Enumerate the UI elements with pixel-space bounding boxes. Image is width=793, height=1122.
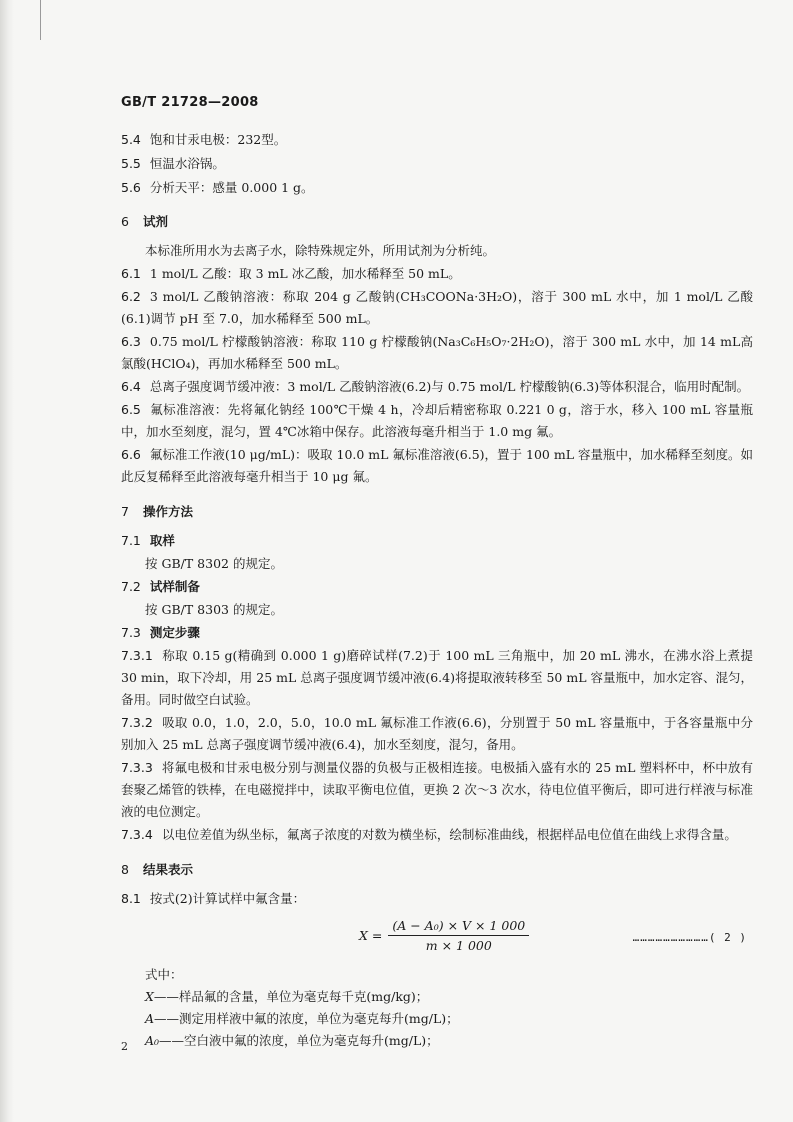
item-number: 6.4 <box>121 379 141 394</box>
step-7-3-2 <box>121 712 753 756</box>
scan-edge <box>0 0 14 1122</box>
fraction-stack <box>388 918 529 953</box>
definition-x <box>121 986 753 1008</box>
step-number: 7.3.3 <box>121 760 153 775</box>
item-number: 5.5 <box>121 156 141 171</box>
item-text: 恒温水浴锅。 <box>149 156 225 171</box>
subsection-number: 7.2 <box>121 579 141 594</box>
definition-symbol: A₀ <box>145 1033 160 1048</box>
formula-numerator: (A − A₀) × V × 1 000 <box>388 918 529 936</box>
step-7-3-4 <box>121 824 753 846</box>
subsection-number: 7.1 <box>121 533 141 548</box>
formula-denominator: m × 1 000 <box>425 938 492 953</box>
subsection-text: 按式(2)计算试样中氟含量： <box>149 891 306 906</box>
definition-text: ——测定用样液中氟的浓度，单位为毫克每升(mg/L)； <box>154 1011 459 1026</box>
section-title: 试剂 <box>142 214 168 229</box>
subsection-7-1 <box>121 530 753 552</box>
item-number: 5.6 <box>121 180 141 195</box>
formula-fraction <box>359 918 529 953</box>
section-8-heading <box>121 860 753 878</box>
step-7-3-3 <box>121 757 753 823</box>
standard-code: GB/T 21728—2008 <box>121 95 259 110</box>
page-number: 2 <box>121 1040 128 1053</box>
subsection-7-3 <box>121 622 753 644</box>
subsection-7-1-text: 按 GB/T 8302 的规定。 <box>145 556 283 571</box>
definition-text: ——空白液中氟的浓度，单位为毫克每升(mg/L)； <box>159 1033 439 1048</box>
step-number: 7.3.1 <box>121 648 153 663</box>
item-6-5 <box>121 399 753 443</box>
item-text: 氟标准溶液：先将氟化钠经 100℃干燥 4 h，冷却后精密称取 0.221 0 g，溶于水，移入 100 mL 容量瓶中，加水至刻度，混匀，置 4℃冰箱中保存。此溶液每毫升相当于 1.0 mg 氟。 <box>121 402 753 439</box>
item-number: 6.3 <box>121 334 141 349</box>
subsection-7-2-text: 按 GB/T 8303 的规定。 <box>145 602 283 617</box>
item-number: 6.5 <box>121 402 141 417</box>
section-6-intro: 本标准所用水为去离子水，除特殊规定外，所用试剂为分析纯。 <box>145 243 496 258</box>
page-content <box>121 130 753 1052</box>
formula-lhs: X = <box>359 928 383 943</box>
item-text: 氟标准工作液(10 μg/mL)：吸取 10.0 mL 氟标准溶液(6.5)，置于 100 mL 容量瓶中，加水稀释至刻度。如此反复稀释至此溶液每毫升相当于 10 μg 氟。 <box>121 447 753 484</box>
item-text: 饱和甘汞电极：232型。 <box>149 132 287 147</box>
step-text: 吸取 0.0，1.0，2.0，5.0，10.0 mL 氟标准工作液(6.6)，分别置于 50 mL 容量瓶中，于各容量瓶中分别加入 25 mL 总离子强度调节缓冲液(6.4)，加水至刻度，混匀，备用。 <box>121 715 753 752</box>
item-text: 3 mol/L 乙酸钠溶液：称取 204 g 乙酸钠(CH₃COONa·3H₂O)，溶于 300 mL 水中，加 1 mol/L 乙酸(6.1)调节 pH 至 7.0，加水稀释至 500 mL。 <box>121 289 753 326</box>
subsection-number: 7.3 <box>121 625 141 640</box>
step-number: 7.3.2 <box>121 715 153 730</box>
section-number: 8 <box>121 862 129 877</box>
section-7-heading <box>121 502 753 520</box>
subsection-7-2 <box>121 576 753 598</box>
scan-artifact-line <box>40 0 41 40</box>
item-5-5 <box>121 154 753 174</box>
item-5-6 <box>121 178 753 198</box>
section-number: 7 <box>121 504 129 519</box>
step-7-3-1 <box>121 645 753 711</box>
definition-text: ——样品氟的含量，单位为毫克每千克(mg/kg)； <box>153 989 429 1004</box>
step-text: 以电位差值为纵坐标，氟离子浓度的对数为横坐标，绘制标准曲线，根据样品电位值在曲线上求得含量。 <box>161 827 737 842</box>
item-number: 5.4 <box>121 132 141 147</box>
subsection-title: 测定步骤 <box>149 625 200 640</box>
section-6-heading <box>121 212 753 230</box>
definition-a0 <box>121 1030 753 1052</box>
item-6-3 <box>121 331 753 375</box>
step-number: 7.3.4 <box>121 827 153 842</box>
section-number: 6 <box>121 214 129 229</box>
item-6-1 <box>121 263 753 285</box>
equation-number: …………………………( 2 ) <box>632 931 747 944</box>
subsection-title: 试样制备 <box>149 579 200 594</box>
item-text: 0.75 mol/L 柠檬酸钠溶液：称取 110 g 柠檬酸钠(Na₃C₆H₅O₇·2H₂O)，溶于 300 mL 水中，加 14 mL高氯酸(HClO₄)，再加水稀释至 500 mL。 <box>121 334 753 371</box>
section-title: 结果表示 <box>142 862 193 877</box>
definition-symbol: X <box>145 989 154 1004</box>
formula-where: 式中： <box>145 967 183 982</box>
definition-a <box>121 1008 753 1030</box>
definition-symbol: A <box>145 1011 155 1026</box>
item-6-6 <box>121 444 753 488</box>
item-6-4 <box>121 376 753 398</box>
item-number: 6.6 <box>121 447 141 462</box>
section-title: 操作方法 <box>142 504 193 519</box>
item-text: 分析天平：感量 0.000 1 g。 <box>149 180 314 195</box>
step-text: 称取 0.15 g(精确到 0.000 1 g)磨碎试样(7.2)于 100 mL 三角瓶中，加 20 mL 沸水，在沸水浴上煮提 30 min，取下冷却，用 25 mL 总离子强度调节缓冲液(6.4)将提取液转移至 50 mL 容量瓶中，加水定容、混匀，备用。同时做空白试验。 <box>121 648 753 707</box>
item-number: 6.2 <box>121 289 141 304</box>
subsection-title: 取样 <box>149 533 175 548</box>
formula-2 <box>121 918 753 962</box>
step-text: 将氟电极和甘汞电极分别与测量仪器的负极与正极相连接。电极插入盛有水的 25 mL 塑料杯中，杯中放有套聚乙烯管的铁棒，在电磁搅拌中，读取平衡电位值，更换 2 次～3 次水，待电位值平衡后，即可进行样液与标准液的电位测定。 <box>121 760 753 819</box>
item-text: 总离子强度调节缓冲液：3 mol/L 乙酸钠溶液(6.2)与 0.75 mol/L 柠檬酸钠(6.3)等体积混合，临用时配制。 <box>149 379 750 394</box>
item-5-4 <box>121 130 753 150</box>
subsection-number: 8.1 <box>121 891 141 906</box>
item-text: 1 mol/L 乙酸：取 3 mL 冰乙酸，加水稀释至 50 mL。 <box>149 266 461 281</box>
subsection-8-1 <box>121 888 753 910</box>
item-number: 6.1 <box>121 266 141 281</box>
item-6-2 <box>121 286 753 330</box>
